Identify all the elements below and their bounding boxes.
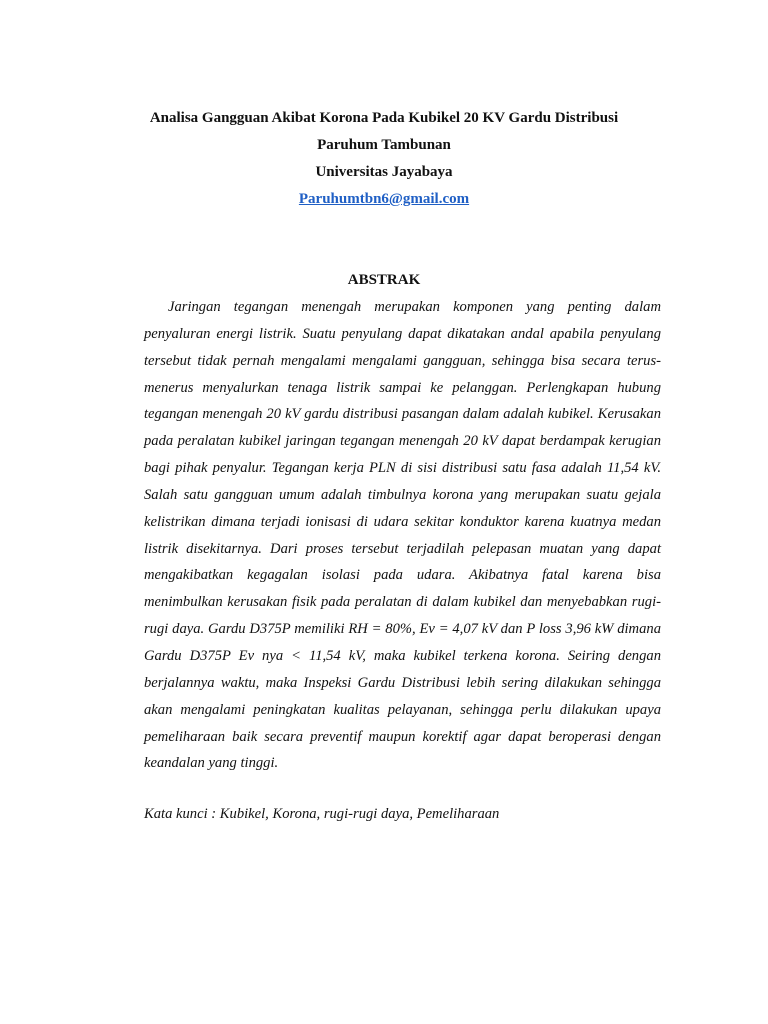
title-block [0,108,768,216]
abstract-body: Jaringan tegangan menengah merupakan komponen yang penting dalam penyaluran energi listrik. Suatu penyulang dapat dikatakan andal apabila penyulang tersebut tidak pernah mengalami mengalami gangguan, sehingga bisa secara terus-menerus menyalurkan tenaga listrik sampai ke pelanggan. Perlengkapan hubung tegangan menengah 20 kV gardu distribusi pasangan dalam adalah kubikel. Kerusakan pada peralatan kubikel jaringan tegangan menengah 20 kV dapat berdampak kerugian bagi pihak penyalur. Tegangan kerja PLN di sisi distribusi satu fasa adalah 11,54 kV. Salah satu gangguan umum adalah timbulnya korona yang merupakan suatu gejala kelistrikan dimana terjadi ionisasi di udara sekitar konduktor karena kuatnya medan listrik disekitarnya. Dari proses tersebut terjadilah pelepasan muatan yang dapat mengakibatkan kegagalan isolasi pada udara. Akibatnya fatal karena bisa menimbulkan kerusakan fisik pada peralatan di dalam kubikel dan menyebabkan rugi-rugi daya. Gardu D375P memiliki RH = 80%, Ev = 4,07 kV dan P loss 3,96 kW dimana Gardu D375P Ev nya < 11,54 kV, maka kubikel terkena korona. Seiring dengan berjalannya waktu, maka Inspeksi Gardu Distribusi lebih sering dilakukan sehingga akan mengalami peningkatan kualitas pelayanan, sehingga perlu dilakukan upaya pemeliharaan baik secara preventif maupun korektif agar dapat beroperasi dengan keandalan yang tinggi. [144,299,661,772]
author-name: Paruhum Tambunan [317,137,451,153]
author-email-link[interactable]: Paruhumtbn6@gmail.com [298,191,470,207]
author-affiliation: Universitas Jayabaya [315,164,453,180]
abstract-heading: ABSTRAK [347,272,421,288]
paper-title: Analisa Gangguan Akibat Korona Pada Kubikel 20 KV Gardu Distribusi [149,110,619,126]
keywords-line: Kata kunci : Kubikel, Korona, rugi-rugi daya, Pemeliharaan [144,806,500,822]
